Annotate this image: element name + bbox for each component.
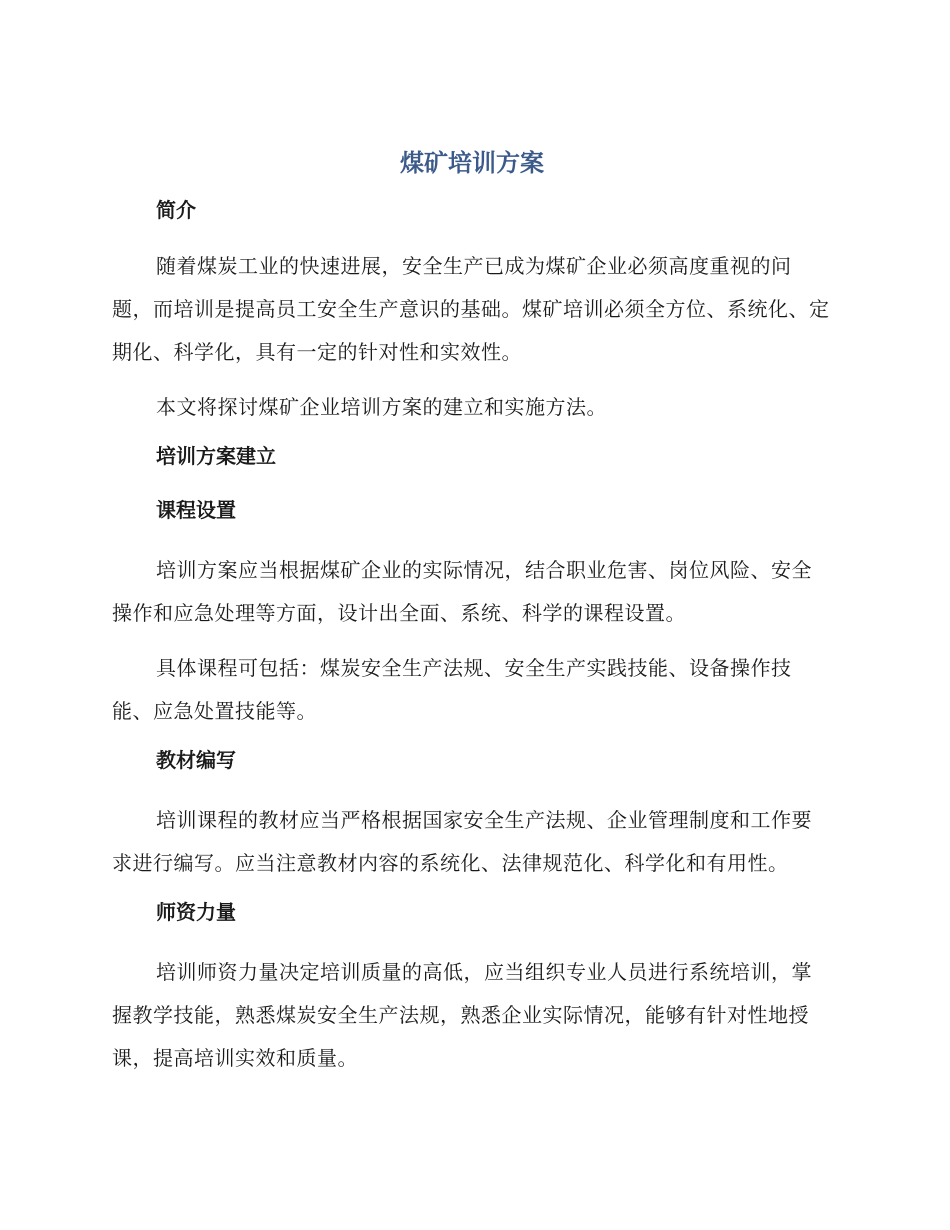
section-heading-materials: 教材编写	[156, 748, 236, 772]
paragraph-teachers: 培训师资力量决定培训质量的高低，应当组织专业人员进行系统培训，掌握教学技能，熟悉煤炭安全生产法规，熟悉企业实际情况，能够有针对性地授课，提高培训实效和质量。	[112, 960, 812, 1070]
section-heading-courses: 课程设置	[156, 498, 236, 522]
paragraph-courses-1: 培训方案应当根据煤矿企业的实际情况，结合职业危害、岗位风险、安全操作和应急处理等方面，设计出全面、系统、科学的课程设置。	[112, 558, 812, 625]
paragraph-materials: 培训课程的教材应当严格根据国家安全生产法规、企业管理制度和工作要求进行编写。应当注意教材内容的系统化、法律规范化、科学化和有用性。	[112, 808, 812, 875]
section-heading-intro: 简介	[156, 198, 196, 222]
paragraph-intro-1: 随着煤炭工业的快速进展，安全生产已成为煤矿企业必须高度重视的问题，而培训是提高员工安全生产意识的基础。煤矿培训必须全方位、系统化、定期化、科学化，具有一定的针对性和实效性。	[112, 254, 830, 364]
paragraph-courses-2: 具体课程可包括：煤炭安全生产法规、安全生产实践技能、设备操作技能、应急处置技能等。	[112, 656, 792, 723]
section-heading-plan: 培训方案建立	[156, 444, 276, 468]
paragraph-intro-2: 本文将探讨煤矿企业培训方案的建立和实施方法。	[156, 395, 607, 419]
document-title: 煤矿培训方案	[400, 149, 544, 177]
document-page	[112, 145, 832, 1092]
section-heading-teachers: 师资力量	[156, 900, 236, 924]
